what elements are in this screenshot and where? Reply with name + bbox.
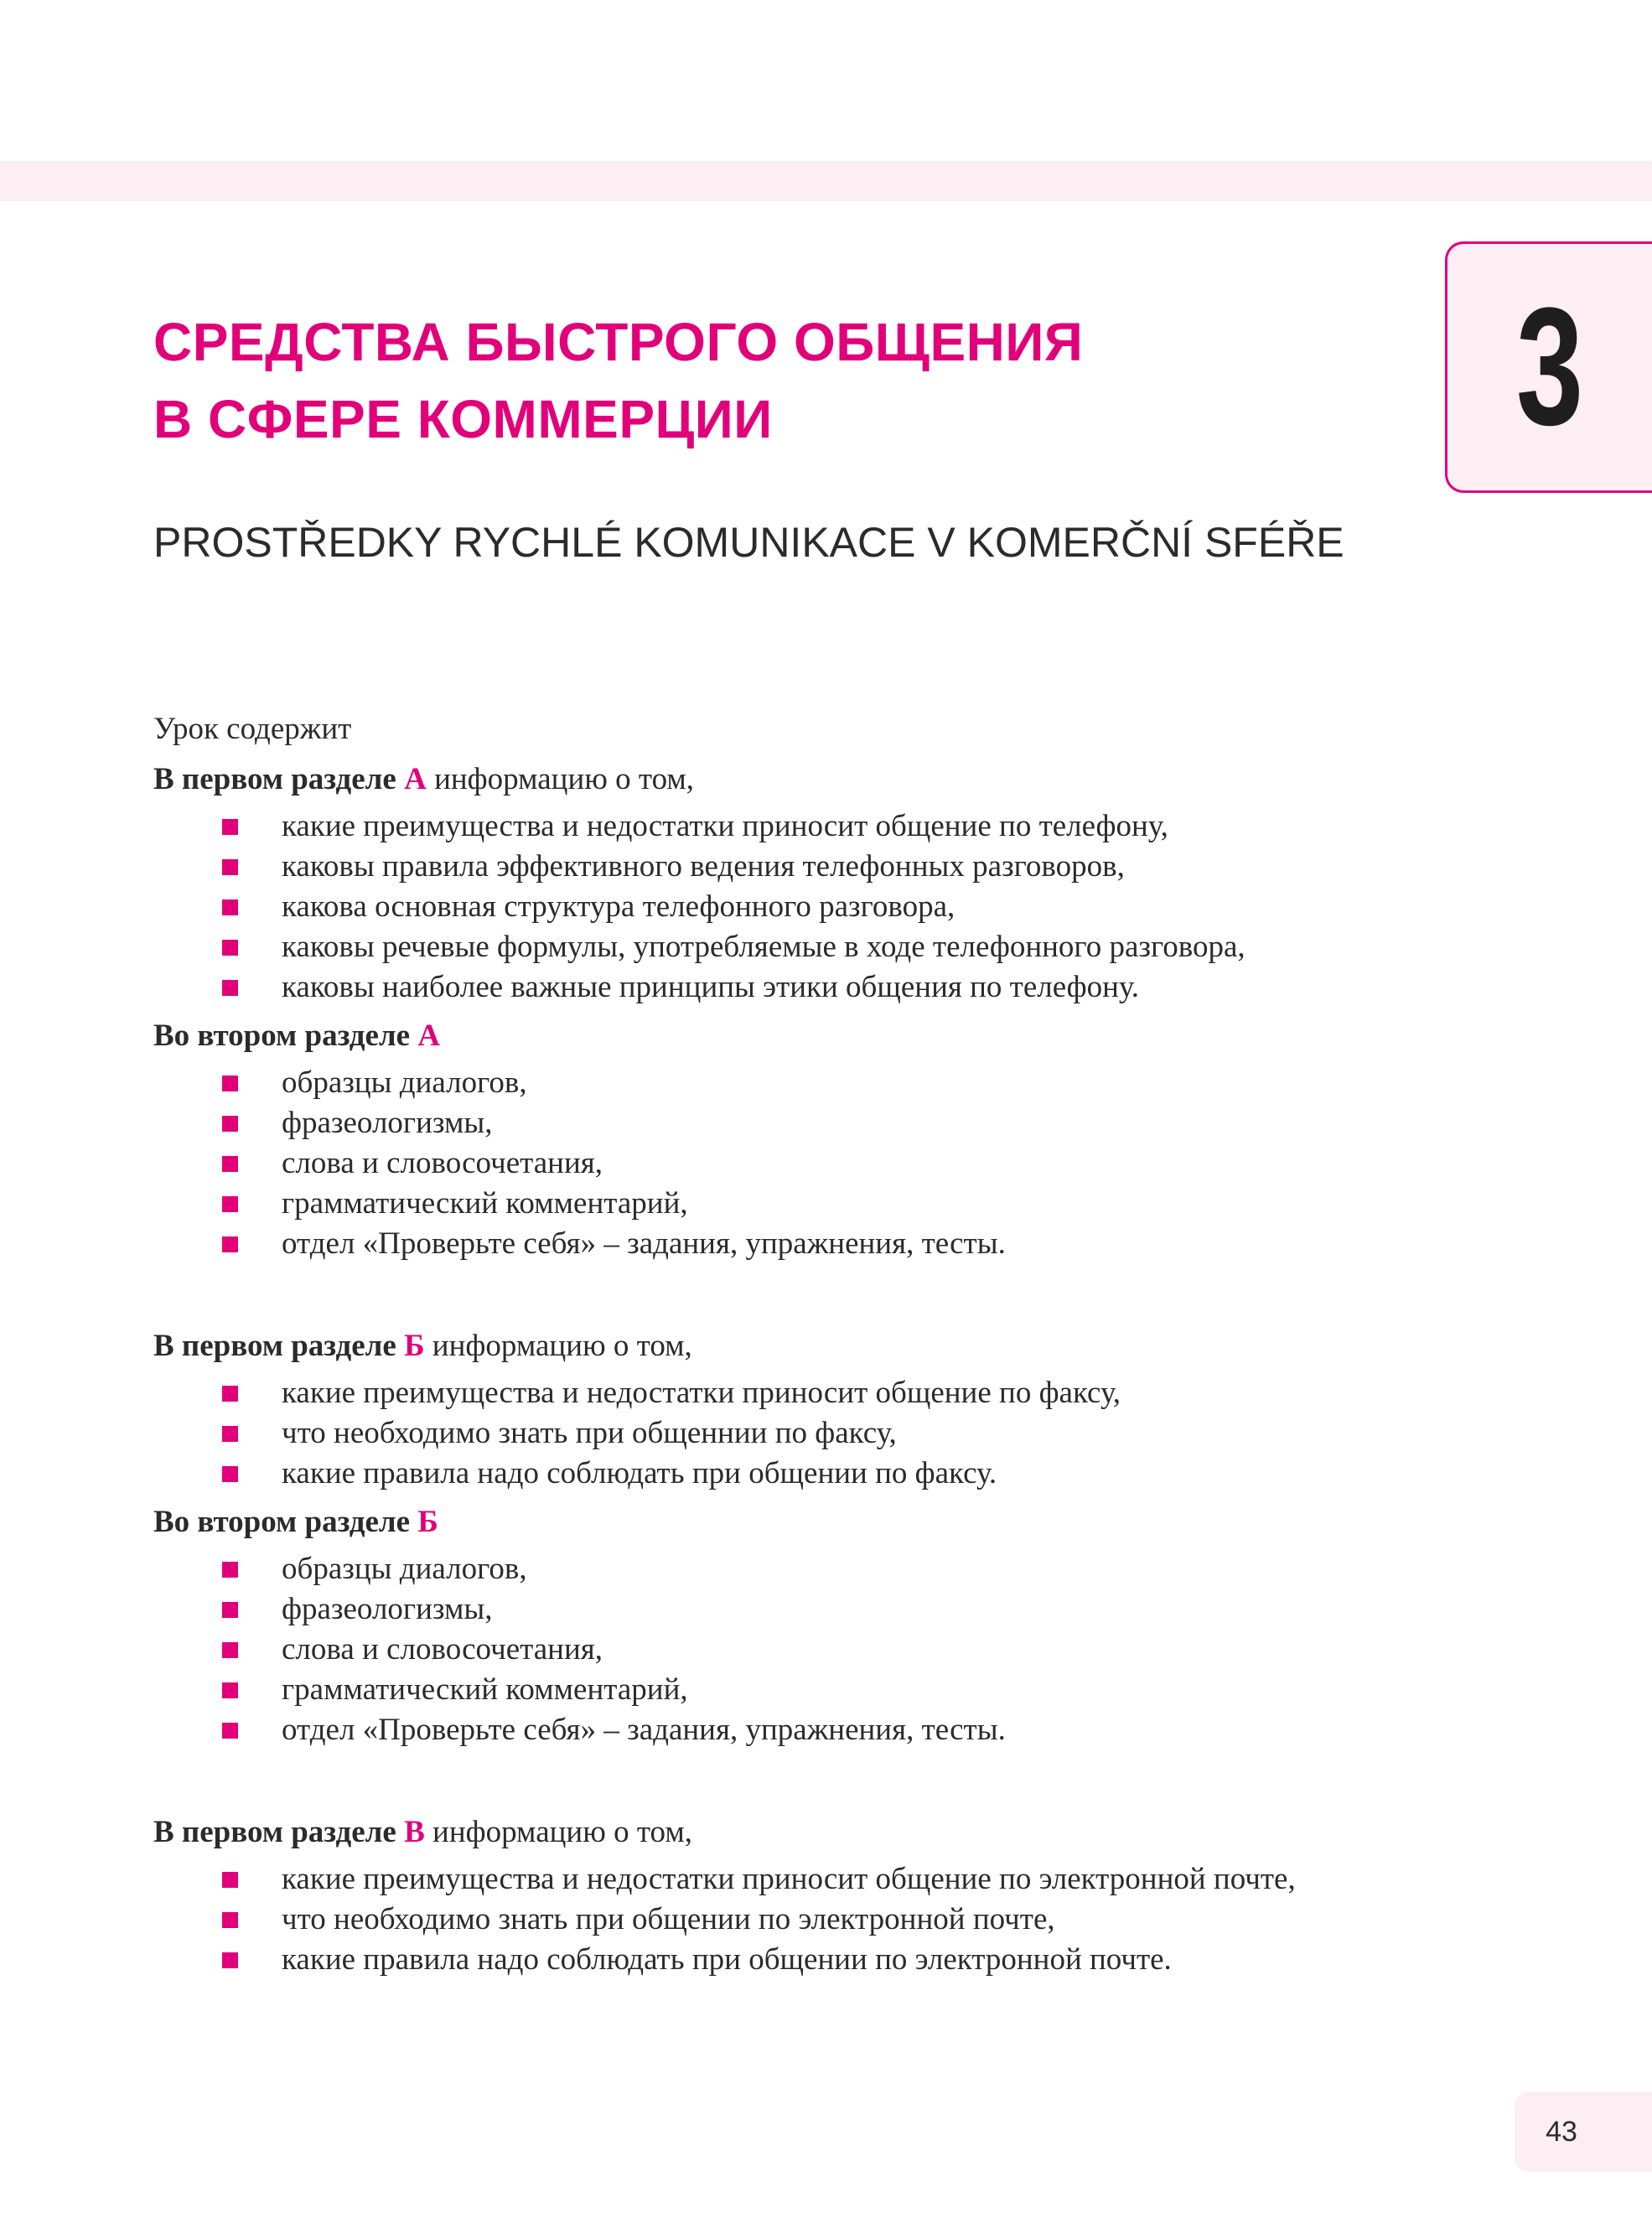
list-item xyxy=(153,1589,1461,1630)
list-item-text: отдел «Проверьте себя» – задания, упражнения, тесты. xyxy=(282,1226,1006,1261)
square-bullet-icon xyxy=(222,1426,238,1442)
chapter-title xyxy=(153,303,1083,458)
list-item-text: фразеологизмы, xyxy=(282,1592,493,1626)
section-heading-tail: информацию о том, xyxy=(432,1815,692,1849)
section-heading-bold: В первом разделе xyxy=(153,1815,396,1849)
list-item-text: какие преимущества и недостатки приносит общение по факсу, xyxy=(282,1376,1121,1410)
list-item xyxy=(153,967,1461,1008)
section-letter: А xyxy=(417,1019,441,1053)
list-item-text: какие правила надо соблюдать при общении по факсу. xyxy=(282,1456,997,1490)
list-item xyxy=(153,1940,1461,1980)
square-bullet-icon xyxy=(222,1156,238,1172)
list-item xyxy=(153,1103,1461,1143)
list-item-text: каковы наиболее важные принципы этики общения по телефону. xyxy=(282,970,1139,1004)
list-item xyxy=(153,1413,1461,1454)
lesson-contents xyxy=(153,704,1461,1983)
list-item xyxy=(153,1549,1461,1589)
list-item-text: каковы речевые формулы, употребляемые в ходе телефонного разговора, xyxy=(282,930,1245,964)
square-bullet-icon xyxy=(222,819,238,835)
bullet-list xyxy=(153,806,1461,1008)
section-heading xyxy=(153,1321,1461,1371)
square-bullet-icon xyxy=(222,1912,238,1928)
square-bullet-icon xyxy=(222,1196,238,1212)
bullet-list xyxy=(153,1373,1461,1494)
section-heading-tail: информацию о том, xyxy=(432,1329,692,1363)
list-item-text: какова основная структура телефонного разговора, xyxy=(282,889,955,924)
square-bullet-icon xyxy=(222,1076,238,1091)
square-bullet-icon xyxy=(222,980,238,996)
square-bullet-icon xyxy=(222,1236,238,1252)
list-item xyxy=(153,1859,1461,1900)
section-heading-bold: Во втором разделе xyxy=(153,1505,411,1539)
page-number-tab xyxy=(1515,2092,1652,2172)
list-item-text: образцы диалогов, xyxy=(282,1552,527,1586)
section-heading-bold: В первом разделе xyxy=(153,762,396,796)
list-item xyxy=(153,927,1461,967)
list-item xyxy=(153,1454,1461,1494)
list-item-text: фразеологизмы, xyxy=(282,1106,493,1140)
list-item-text: какие правила надо соблюдать при общении по электронной почте. xyxy=(282,1942,1172,1977)
square-bullet-icon xyxy=(222,859,238,875)
square-bullet-icon xyxy=(222,1642,238,1658)
list-item xyxy=(153,847,1461,887)
list-item-text: что необходимо знать при общеннии по факсу, xyxy=(282,1416,897,1450)
list-item xyxy=(153,1630,1461,1670)
section-heading xyxy=(153,1011,1461,1061)
list-item xyxy=(153,1143,1461,1184)
list-item-text: грамматический комментарий, xyxy=(282,1186,688,1221)
chapter-subtitle: PROSTŘEDKY RYCHLÉ KOMUNIKACE V KOMERČNÍ SFÉŘE xyxy=(153,519,1344,566)
square-bullet-icon xyxy=(222,940,238,956)
section-letter: А xyxy=(404,762,427,796)
square-bullet-icon xyxy=(222,1562,238,1578)
list-item-text: отдел «Проверьте себя» – задания, упражнения, тесты. xyxy=(282,1713,1006,1747)
square-bullet-icon xyxy=(222,1952,238,1968)
list-item xyxy=(153,1670,1461,1710)
chapter-title-line: В СФЕРЕ КОММЕРЦИИ xyxy=(153,389,773,449)
section-letter: В xyxy=(404,1815,425,1849)
list-item-text: что необходимо знать при общении по электронной почте, xyxy=(282,1902,1055,1936)
list-item-text: слова и словосочетания, xyxy=(282,1632,603,1667)
list-item xyxy=(153,1184,1461,1224)
bullet-list xyxy=(153,1063,1461,1264)
section-heading-bold: В первом разделе xyxy=(153,1329,396,1363)
list-item xyxy=(153,806,1461,847)
list-item-text: грамматический комментарий, xyxy=(282,1672,688,1707)
square-bullet-icon xyxy=(222,1602,238,1618)
bullet-list xyxy=(153,1859,1461,1980)
section-spacer xyxy=(153,1754,1461,1807)
square-bullet-icon xyxy=(222,1872,238,1888)
list-item-text: какие преимущества и недостатки приносит общение по телефону, xyxy=(282,809,1168,843)
list-item xyxy=(153,887,1461,927)
section-heading-bold: Во втором разделе xyxy=(153,1019,411,1053)
square-bullet-icon xyxy=(222,1116,238,1132)
square-bullet-icon xyxy=(222,899,238,915)
list-item-text: каковы правила эффективного ведения телефонных разговоров, xyxy=(282,849,1125,884)
section-letter: Б xyxy=(404,1329,425,1363)
chapter-title-line: СРЕДСТВА БЫСТРОГО ОБЩЕНИЯ xyxy=(153,312,1084,372)
intro-text: Урок содержит xyxy=(153,712,352,746)
chapter-tab xyxy=(1445,241,1652,493)
list-item-text: какие преимущества и недостатки приносит общение по электронной почте, xyxy=(282,1862,1296,1896)
header-band xyxy=(0,161,1652,201)
section-heading xyxy=(153,754,1461,805)
list-item xyxy=(153,1710,1461,1750)
list-item xyxy=(153,1063,1461,1103)
section-heading-tail: информацию о том, xyxy=(434,762,695,796)
list-item xyxy=(153,1900,1461,1940)
list-item-text: слова и словосочетания, xyxy=(282,1146,603,1180)
list-item xyxy=(153,1224,1461,1264)
square-bullet-icon xyxy=(222,1682,238,1698)
chapter-number: 3 xyxy=(1515,273,1584,460)
section-heading xyxy=(153,1807,1461,1858)
list-item xyxy=(153,1373,1461,1413)
list-item-text: образцы диалогов, xyxy=(282,1065,527,1100)
section-heading xyxy=(153,1497,1461,1547)
square-bullet-icon xyxy=(222,1723,238,1739)
section-letter: Б xyxy=(417,1505,438,1539)
page-number: 43 xyxy=(1546,2115,1577,2148)
square-bullet-icon xyxy=(222,1386,238,1402)
square-bullet-icon xyxy=(222,1466,238,1482)
section-spacer xyxy=(153,1267,1461,1321)
bullet-list xyxy=(153,1549,1461,1750)
